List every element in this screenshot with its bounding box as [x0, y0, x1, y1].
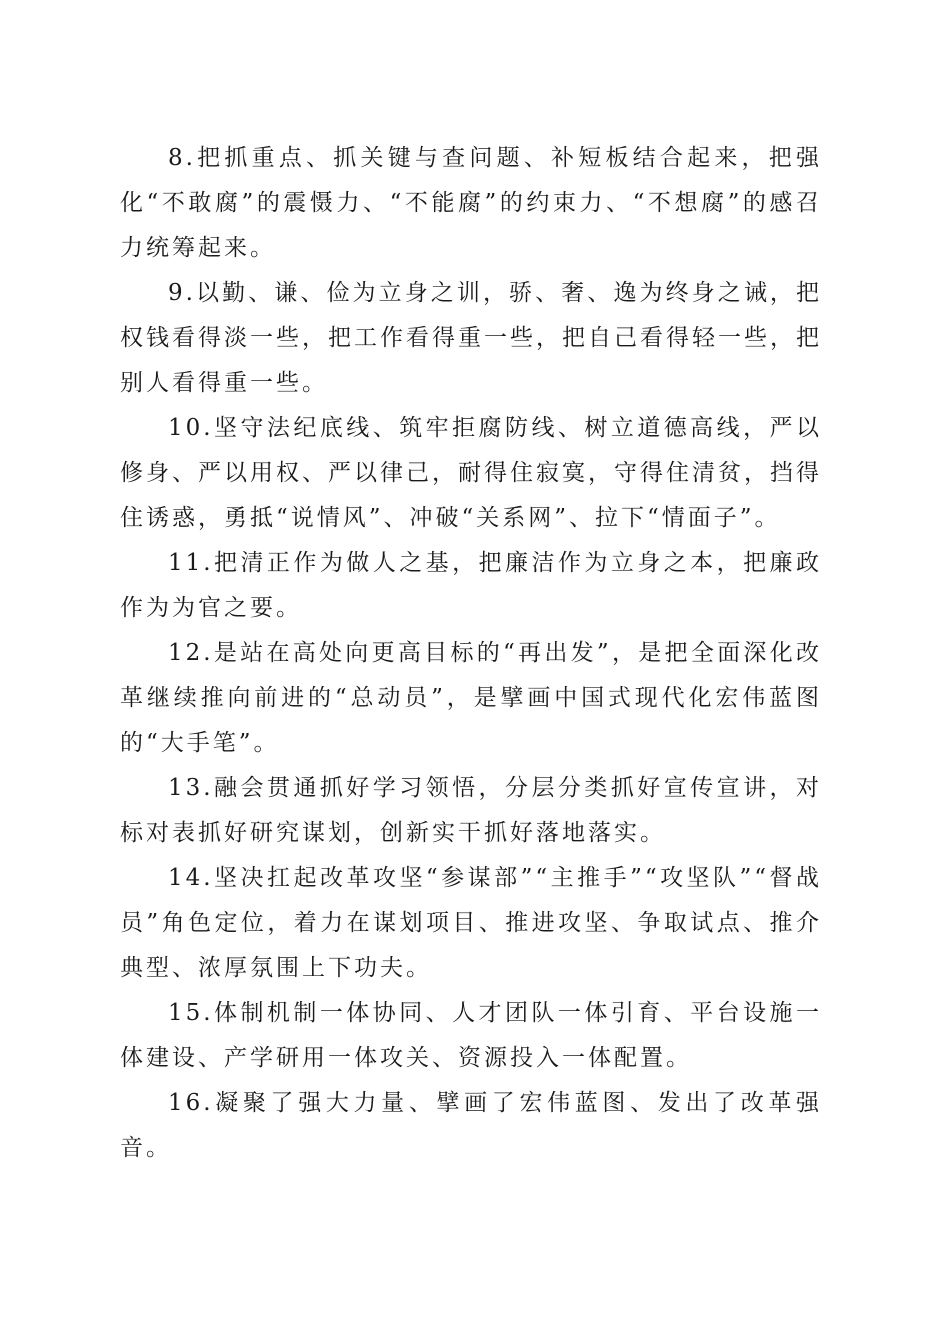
paragraph-10: 10.坚守法纪底线、筑牢拒腐防线、树立道德高线，严以修身、严以用权、严以律己，耐得住寂寞，守得住清贫，挡得住诱惑，勇抵“说情风”、冲破“关系网”、拉下“情面子”。	[120, 415, 822, 531]
paragraph-16: 16.凝聚了强大力量、擘画了宏伟蓝图、发出了改革强音。	[120, 1090, 822, 1161]
paragraph-9: 9.以勤、谦、俭为立身之训，骄、奢、逸为终身之诫，把权钱看得淡一些，把工作看得重一些，把自己看得轻一些，把别人看得重一些。	[120, 280, 822, 396]
paragraph-15: 15.体制机制一体协同、人才团队一体引育、平台设施一体建设、产学研用一体攻关、资源投入一体配置。	[120, 1000, 822, 1071]
paragraph-8: 8.把抓重点、抓关键与查问题、补短板结合起来，把强化“不敢腐”的震慑力、“不能腐”的约束力、“不想腐”的感召力统筹起来。	[120, 145, 822, 261]
document-body	[120, 136, 822, 1171]
paragraph-13: 13.融会贯通抓好学习领悟，分层分类抓好宣传宣讲，对标对表抓好研究谋划，创新实干抓好落地落实。	[120, 775, 822, 846]
paragraph-11: 11.把清正作为做人之基，把廉洁作为立身之本，把廉政作为为官之要。	[120, 550, 822, 621]
paragraph-14: 14.坚决扛起改革攻坚“参谋部”“主推手”“攻坚队”“督战员”角色定位，着力在谋划项目、推进攻坚、争取试点、推介典型、浓厚氛围上下功夫。	[120, 865, 822, 981]
paragraph-12: 12.是站在高处向更高目标的“再出发”，是把全面深化改革继续推向前进的“总动员”，是擘画中国式现代化宏伟蓝图的“大手笔”。	[120, 640, 822, 756]
